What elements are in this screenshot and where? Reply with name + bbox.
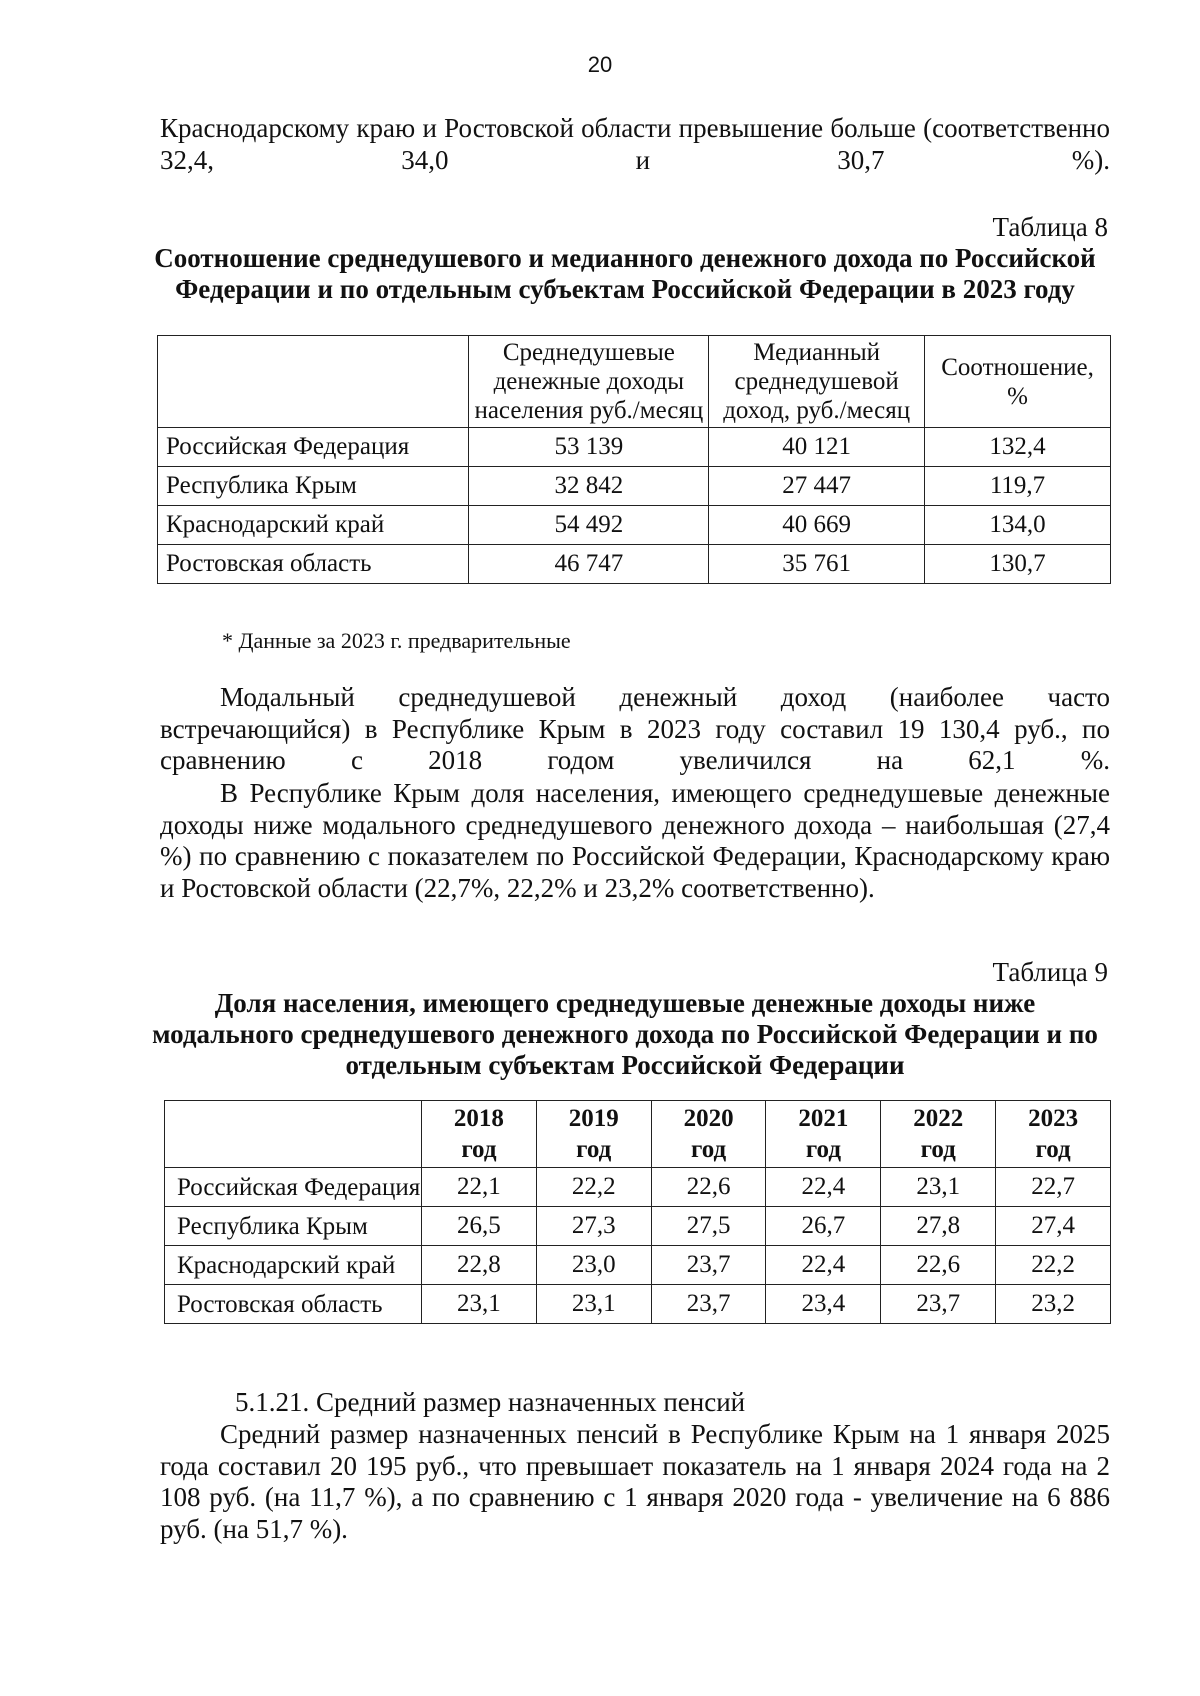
table8-label: Таблица 8 <box>992 212 1108 242</box>
region-name: Краснодарский край <box>158 506 469 545</box>
table-cell: 23,2 <box>996 1285 1111 1324</box>
table-cell: 22,8 <box>422 1246 537 1285</box>
table-cell: 46 747 <box>469 545 709 584</box>
page-number: 20 <box>587 52 613 77</box>
table-cell: 23,1 <box>881 1168 996 1207</box>
table-cell: 23,7 <box>651 1285 766 1324</box>
year-label: 2019 <box>568 1105 619 1132</box>
table-cell: 40 669 <box>709 506 925 545</box>
table-header-cell <box>996 1101 1111 1168</box>
table-row <box>158 506 1111 545</box>
table-cell: 23,7 <box>651 1246 766 1285</box>
table-cell: 119,7 <box>925 467 1111 506</box>
population-share-table <box>164 1100 1111 1324</box>
table-cell: 40 121 <box>709 428 925 467</box>
table-cell: 22,6 <box>881 1246 996 1285</box>
table-row <box>165 1168 1111 1207</box>
table-header-cell <box>165 1101 422 1168</box>
table-cell: 22,2 <box>996 1246 1111 1285</box>
table-cell: 26,5 <box>422 1207 537 1246</box>
table-header-cell <box>881 1101 996 1168</box>
table-cell: 54 492 <box>469 506 709 545</box>
year-suffix: год <box>920 1136 956 1163</box>
table-header-row <box>158 336 1111 428</box>
table-row <box>158 545 1111 584</box>
intro-paragraph: Краснодарскому краю и Ростовской области превышение больше (соответственно 32,4, 34,0 и 30,7 %). <box>160 113 1110 175</box>
region-name: Ростовская область <box>158 545 469 584</box>
region-name: Российская Федерация <box>158 428 469 467</box>
year-suffix: год <box>690 1136 727 1163</box>
year-label: 2022 <box>913 1105 964 1132</box>
table-cell: 134,0 <box>925 506 1111 545</box>
table-cell: 22,7 <box>996 1168 1111 1207</box>
table-header-cell <box>651 1101 766 1168</box>
year-label: 2020 <box>683 1105 734 1132</box>
table-cell: 27,5 <box>651 1207 766 1246</box>
table-header-cell <box>422 1101 537 1168</box>
region-name: Краснодарский край <box>165 1246 422 1285</box>
pension-paragraph: Средний размер назначенных пенсий в Республике Крым на 1 января 2025 года составил 20 195 руб., что превышает показатель на 1 января 2024 года на 2 108 руб. (на 11,7 %), а по сравнению с 1 января 2020 года - увеличение на 6 886 руб. (на 51,7 %). <box>160 1419 1110 1544</box>
table8-title: Соотношение среднедушевого и медианного денежного дохода по Российской Федерации и по отдельным субъектам Российской Федерации в 2023 году <box>154 243 1096 304</box>
table-cell: 22,2 <box>536 1168 651 1207</box>
table-cell: 32 842 <box>469 467 709 506</box>
table-cell: 22,1 <box>422 1168 537 1207</box>
table9-label: Таблица 9 <box>992 957 1108 987</box>
year-suffix: год <box>805 1136 841 1163</box>
table8-footnote: * Данные за 2023 г. предварительные <box>222 628 571 653</box>
table-header-cell: Среднедушевые денежные доходы населения руб./месяц <box>469 336 709 428</box>
table-cell: 23,7 <box>881 1285 996 1324</box>
table-cell: 26,7 <box>766 1207 881 1246</box>
table-cell: 35 761 <box>709 545 925 584</box>
year-label: 2018 <box>453 1105 504 1132</box>
region-name: Ростовская область <box>165 1285 422 1324</box>
region-name: Российская Федерация <box>165 1168 422 1207</box>
table-header-cell: Соотношение, % <box>925 336 1111 428</box>
share-paragraph: В Республике Крым доля населения, имеющего среднедушевые денежные доходы ниже модального среднедушевого денежного дохода – наибольшая (27,4 %) по сравнению с показателем по Российской Федерации, Краснодарскому краю и Ростовской области (22,7%, 22,2% и 23,2% соответственно). <box>160 778 1110 903</box>
table-row <box>158 467 1111 506</box>
section-heading: 5.1.21. Средний размер назначенных пенсий <box>235 1387 746 1417</box>
table-cell: 23,1 <box>536 1285 651 1324</box>
table-cell: 132,4 <box>925 428 1111 467</box>
year-suffix: год <box>1035 1136 1071 1163</box>
table-cell: 22,6 <box>651 1168 766 1207</box>
table-cell: 23,4 <box>766 1285 881 1324</box>
table-cell: 23,0 <box>536 1246 651 1285</box>
year-suffix: год <box>576 1136 612 1163</box>
year-label: 2023 <box>1028 1105 1079 1132</box>
table-cell: 23,1 <box>422 1285 537 1324</box>
table-header-cell: Медианный среднедушевой доход, руб./месяц <box>709 336 925 428</box>
table-cell: 130,7 <box>925 545 1111 584</box>
table-header-cell <box>158 336 469 428</box>
table-cell: 22,4 <box>766 1246 881 1285</box>
table-row <box>165 1246 1111 1285</box>
year-suffix: год <box>461 1136 497 1163</box>
region-name: Республика Крым <box>165 1207 422 1246</box>
region-name: Республика Крым <box>158 467 469 506</box>
table-cell: 53 139 <box>469 428 709 467</box>
modal-income-paragraph: Модальный среднедушевой денежный доход (наиболее часто встречающийся) в Республике Крым в 2023 году составил 19 130,4 руб., по сравнению с 2018 годом увеличился на 62,1 %. <box>160 682 1110 775</box>
table-row <box>165 1285 1111 1324</box>
table-cell: 27 447 <box>709 467 925 506</box>
table-header-row <box>165 1101 1111 1168</box>
table-row <box>158 428 1111 467</box>
table-row <box>165 1207 1111 1246</box>
table-cell: 27,4 <box>996 1207 1111 1246</box>
year-label: 2021 <box>798 1105 849 1132</box>
table-cell: 27,8 <box>881 1207 996 1246</box>
table-cell: 22,4 <box>766 1168 881 1207</box>
table-cell: 27,3 <box>536 1207 651 1246</box>
income-ratio-table <box>157 335 1111 584</box>
table9-title: Доля населения, имеющего среднедушевые денежные доходы ниже модального среднедушевого денежного дохода по Российской Федерации и по отдельным субъектам Российской Федерации <box>152 988 1098 1080</box>
table-header-cell <box>766 1101 881 1168</box>
table-header-cell <box>536 1101 651 1168</box>
